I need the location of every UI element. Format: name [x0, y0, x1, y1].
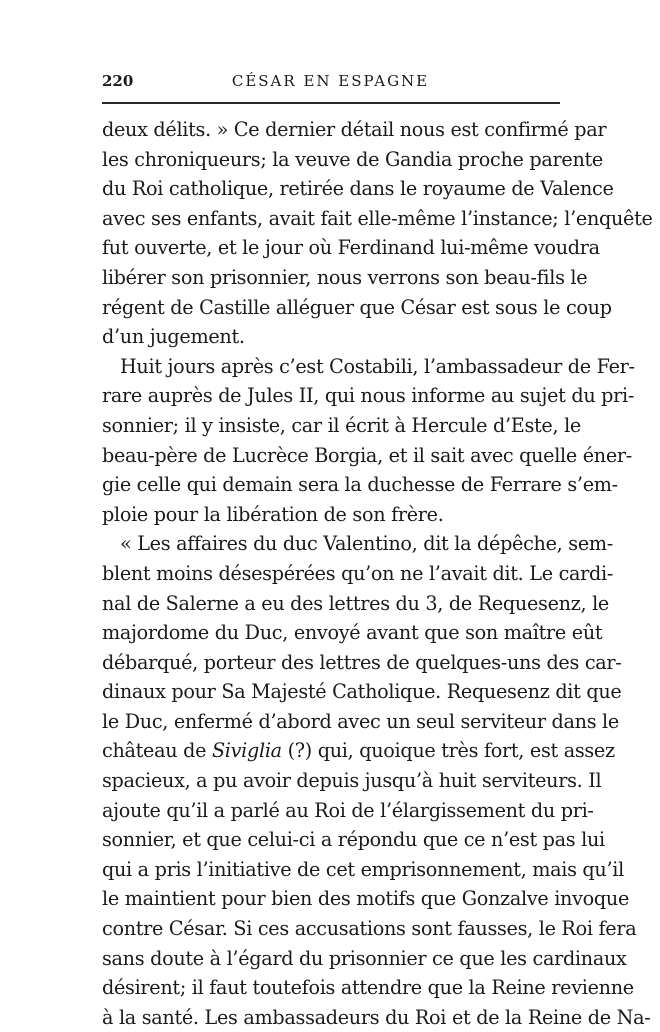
text-line: ploie pour la libération de son frère. [102, 502, 444, 526]
text-line: à la santé. Les ambassadeurs du Roi et de la Reine de Na- [102, 1005, 651, 1029]
text-line: deux délits. » Ce dernier détail nous est confirmé par [102, 118, 607, 141]
text-line: rare auprès de Jules II, qui nous informe au sujet du pri- [102, 384, 635, 408]
text-line: spacieux, a pu avoir depuis jusqu’à huit serviteurs. Il [102, 769, 602, 793]
text-line: sonnier; il y insiste, car il écrit à Hercule d’Este, le [102, 413, 581, 437]
italic-place-name: Siviglia [211, 739, 282, 763]
running-title: CÉSAR EN ESPAGNE [231, 72, 430, 90]
text-line [102, 736, 615, 766]
header-rule [102, 102, 560, 104]
page-header [102, 72, 559, 94]
text-line: libérer son prisonnier, nous verrons son beau-fils le [102, 265, 588, 289]
text-segment: (?) qui, quoique très fort, est assez [281, 739, 615, 763]
text-line: débarqué, porteur des lettres de quelques-uns des car- [102, 650, 622, 674]
text-line: gie celle qui demain sera la duchesse de Ferrare s’em- [102, 473, 618, 497]
text-line: régent de Castille alléguer que César est sous le coup [102, 295, 612, 319]
text-line: blent moins désespérées qu’on ne l’avait dit. Le cardi- [102, 561, 614, 585]
text-line: Huit jours après c’est Costabili, l’ambassadeur de Fer- [120, 354, 635, 378]
text-line: du Roi catholique, retirée dans le royaume de Valence [102, 177, 614, 201]
text-line: fut ouverte, et le jour où Ferdinand lui-même voudra [102, 236, 600, 260]
text-line: le maintient pour bien des motifs que Gonzalve invoque [102, 887, 629, 911]
text-line: le Duc, enfermé d’abord avec un seul serviteur dans le [102, 709, 619, 733]
text-line: qui a pris l’initiative de cet emprisonnement, mais qu’il [102, 857, 624, 881]
text-line: d’un jugement. [102, 325, 245, 349]
text-segment: château de [102, 739, 212, 763]
page-number: 220 [102, 72, 134, 90]
text-line: sonnier, et que celui-ci a répondu que ce n’est pas lui [102, 828, 605, 852]
text-line: « Les affaires du duc Valentino, dit la dépêche, sem- [120, 532, 613, 556]
text-line: les chroniqueurs; la veuve de Gandia proche parente [102, 147, 603, 171]
text-line: dinaux pour Sa Majesté Catholique. Requesenz dit que [102, 680, 622, 704]
text-line: ajoute qu’il a parlé au Roi de l’élargissement du pri- [102, 798, 594, 822]
text-line: avec ses enfants, avait fait elle-même l’instance; l’enquête [102, 206, 653, 230]
text-line: sans doute à l’égard du prisonnier ce que les cardinaux [102, 946, 627, 970]
text-line: beau-père de Lucrèce Borgia, et il sait avec quelle éner- [102, 443, 632, 467]
text-line: désirent; il faut toutefois attendre que la Reine revienne [102, 976, 634, 1000]
text-line: majordome du Duc, envoyé avant que son maître eût [102, 621, 603, 645]
body-text [102, 115, 653, 1032]
text-line: nal de Salerne a eu des lettres du 3, de Requesenz, le [102, 591, 609, 615]
text-line: contre César. Si ces accusations sont fausses, le Roi fera [102, 917, 637, 941]
